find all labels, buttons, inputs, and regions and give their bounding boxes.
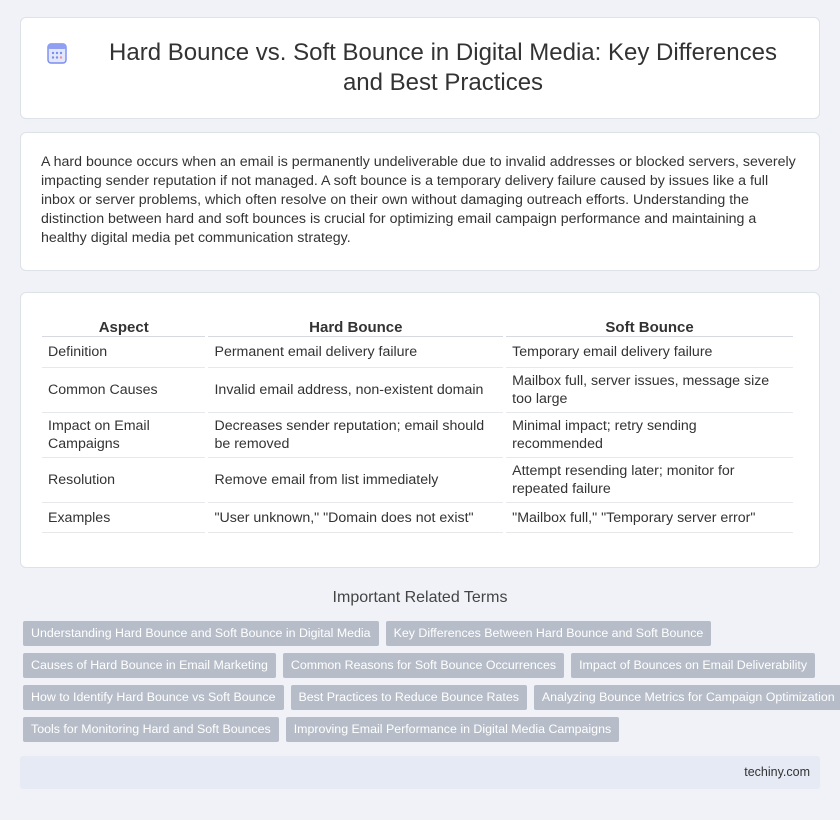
table-cell: Minimal impact; retry sending recommended	[506, 413, 793, 458]
related-term-link[interactable]: Impact of Bounces on Email Deliverability	[571, 653, 815, 678]
header-hard-bounce: Hard Bounce	[208, 311, 503, 337]
related-term-link[interactable]: How to Identify Hard Bounce vs Soft Bounce	[23, 685, 284, 710]
tag-row	[23, 653, 823, 685]
table-cell: Mailbox full, server issues, message size too large	[506, 368, 793, 413]
table-cell: "User unknown," "Domain does not exist"	[208, 503, 503, 533]
related-term-link[interactable]: Best Practices to Reduce Bounce Rates	[291, 685, 527, 710]
related-term-link[interactable]: Understanding Hard Bounce and Soft Bounce in Digital Media	[23, 621, 379, 646]
footer	[20, 756, 820, 789]
related-term-link[interactable]: Causes of Hard Bounce in Email Marketing	[23, 653, 276, 678]
related-term-link[interactable]: Analyzing Bounce Metrics for Campaign Optimization	[534, 685, 840, 710]
intro-paragraph: A hard bounce occurs when an email is permanently undeliverable due to invalid addresses or blocked servers, severely impacting sender reputation if not managed. A soft bounce is a temporary delivery failure caused by issues like a full inbox or server problems, which often resolve on their own without damaging outreach efforts. Understanding the distinction between hard and soft bounces is crucial for optimizing email campaign performance and maintaining a healthy digital media pet communication strategy.	[41, 154, 796, 246]
related-terms-title: Important Related Terms	[332, 589, 508, 606]
table-row	[42, 368, 793, 413]
footer-site-link[interactable]: techiny.com	[744, 765, 810, 779]
table-cell: Common Causes	[42, 368, 205, 413]
related-term-link[interactable]: Improving Email Performance in Digital Media Campaigns	[286, 717, 619, 742]
table-row	[42, 413, 793, 458]
table-cell: Definition	[42, 337, 205, 368]
related-term-link[interactable]: Common Reasons for Soft Bounce Occurrences	[283, 653, 564, 678]
related-terms-list	[23, 621, 835, 749]
table-cell: Impact on Email Campaigns	[42, 413, 205, 458]
table-header-row	[42, 311, 793, 337]
related-term-link[interactable]: Key Differences Between Hard Bounce and Soft Bounce	[386, 621, 712, 646]
comparison-table	[39, 311, 796, 533]
table-cell: "Mailbox full," "Temporary server error"	[506, 503, 793, 533]
document-icon	[45, 41, 69, 65]
tag-row	[23, 685, 835, 717]
page-title: Hard Bounce vs. Soft Bounce in Digital Media: Key Differences and Best Practices	[109, 39, 777, 96]
table-row	[42, 337, 793, 368]
header-soft-bounce: Soft Bounce	[506, 311, 793, 337]
table-cell: Attempt resending later; monitor for repeated failure	[506, 458, 793, 503]
table-cell: Decreases sender reputation; email should be removed	[208, 413, 503, 458]
header-card	[20, 17, 820, 119]
table-row	[42, 458, 793, 503]
table-cell: Temporary email delivery failure	[506, 337, 793, 368]
tag-row	[23, 717, 823, 749]
table-row	[42, 503, 793, 533]
table-cell: Resolution	[42, 458, 205, 503]
header	[21, 18, 819, 118]
table-cell: Invalid email address, non-existent domain	[208, 368, 503, 413]
related-term-link[interactable]: Tools for Monitoring Hard and Soft Bounces	[23, 717, 279, 742]
table-cell: Examples	[42, 503, 205, 533]
comparison-table-card	[20, 292, 820, 568]
intro-card	[20, 132, 820, 271]
table-cell: Remove email from list immediately	[208, 458, 503, 503]
table-cell: Permanent email delivery failure	[208, 337, 503, 368]
header-aspect: Aspect	[42, 311, 205, 337]
tag-row	[23, 621, 823, 653]
